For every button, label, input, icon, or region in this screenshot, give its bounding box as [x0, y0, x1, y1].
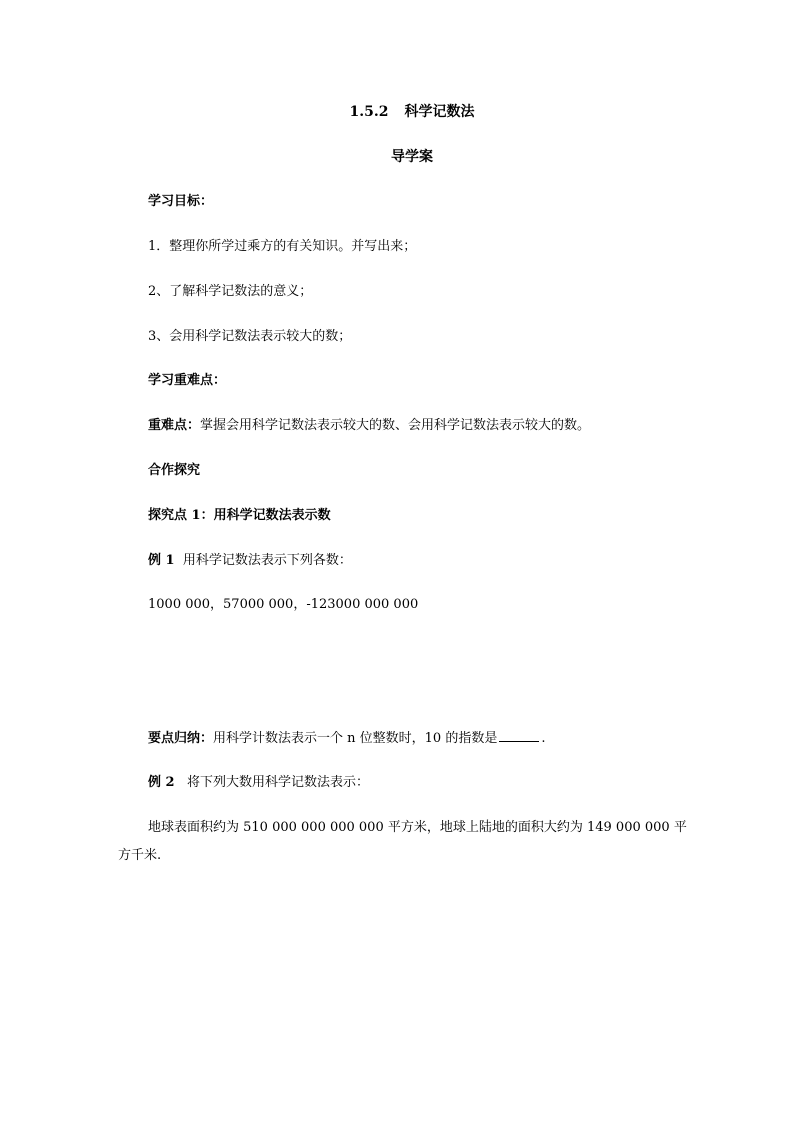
cooperation-heading: 合作探究 — [148, 463, 201, 478]
example-2-text: 将下列大数用科学记数法表示： — [186, 775, 369, 790]
objectives-heading: 学习目标： — [148, 194, 214, 209]
document-subtitle: 导学案 — [391, 149, 433, 165]
section-number: 1.5.2 — [349, 104, 389, 120]
objective-item-1: 1．整理你所学过乘方的有关知识。并写出来； — [148, 239, 417, 254]
example-1-label: 例 1 — [148, 553, 175, 568]
answer-blank — [499, 729, 539, 742]
explore-heading: 探究点 1：用科学记数法表示数 — [148, 508, 331, 523]
summary-line — [148, 729, 545, 748]
key-points-text: 掌握会用科学记数法表示较大的数、会用科学记数法表示较大的数。 — [200, 418, 591, 433]
key-points-line — [148, 417, 590, 435]
summary-end: . — [541, 731, 546, 746]
example-1 — [148, 552, 352, 570]
objective-item-2: 2、了解科学记数法的意义； — [148, 284, 313, 299]
key-points-label: 重难点： — [148, 418, 201, 433]
title-text: 科学记数法 — [404, 104, 475, 120]
summary-text: 用科学计数法表示一个 n 位整数时，10 的指数是 — [213, 731, 498, 746]
summary-label: 要点归纳： — [148, 731, 214, 746]
document-title — [0, 102, 794, 122]
example-2-body: 地球表面积约为 510 000 000 000 000 平方米，地球上陆地的面积大约为 149 000 000 平方千米. — [118, 820, 687, 863]
objective-item-3: 3、会用科学记数法表示较大的数； — [148, 329, 352, 344]
key-points-heading: 学习重难点： — [148, 373, 227, 388]
example-2-label: 例 2 — [148, 775, 175, 790]
example-1-text: 用科学记数法表示下列各数： — [182, 553, 352, 568]
example-1-numbers: 1000 000，57000 000，-123000 000 000 — [148, 597, 419, 612]
example-2 — [148, 774, 369, 792]
